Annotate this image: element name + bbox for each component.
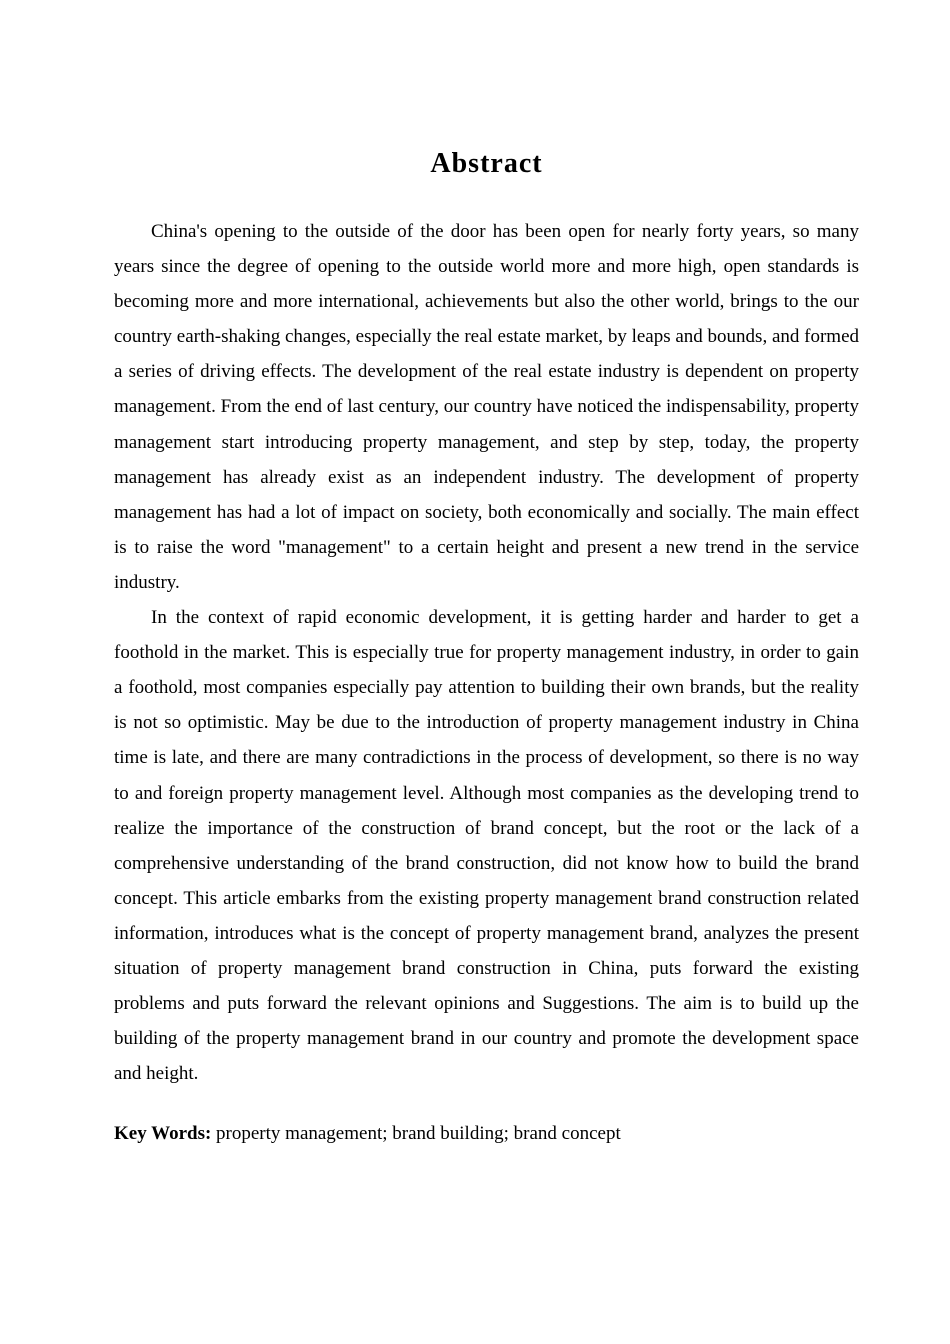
abstract-paragraph-2: In the context of rapid economic development, it is getting harder and harder to get a foothold in the market. This is especially true for property management industry, in order to gain a foothold, most companies especially pay attention to building their own brands, but the reality is not so optimistic. May be due to the introduction of property management industry in China time is late, and there are many contradictions in the process of development, so there is no way to and foreign property management level. Although most companies as the developing trend to realize the importance of the construction of brand concept, but the root or the lack of a comprehensive understanding of the brand construction, did not know how to build the brand concept. This article embarks from the existing property management brand construction related information, introduces what is the concept of property management brand, analyzes the present situation of property management brand construction in China, puts forward the existing problems and puts forward the relevant opinions and Suggestions. The aim is to build up the building of the property management brand in our country and promote the development space and height. <box>114 607 859 1085</box>
keywords-line <box>114 1116 859 1151</box>
keywords-text: property management; brand building; brand concept <box>211 1123 621 1145</box>
abstract-body <box>114 214 859 1091</box>
abstract-page <box>114 146 859 1151</box>
abstract-paragraph-1: China's opening to the outside of the door has been open for nearly forty years, so many years since the degree of opening to the outside world more and more high, open standards is becoming more and more international, achievements but also the other world, brings to the our country earth-shaking changes, especially the real estate market, by leaps and bounds, and formed a series of driving effects. The development of the real estate industry is dependent on property management. From the end of last century, our country have noticed the indispensability, property management start introducing property management, and step by step, today, the property management has already exist as an independent industry. The development of property management has had a lot of impact on society, both economically and socially. The main effect is to raise the word "management" to a certain height and present a new trend in the service industry. <box>114 221 859 593</box>
keywords-label: Key Words: <box>114 1123 212 1145</box>
page-title: Abstract <box>430 148 543 179</box>
